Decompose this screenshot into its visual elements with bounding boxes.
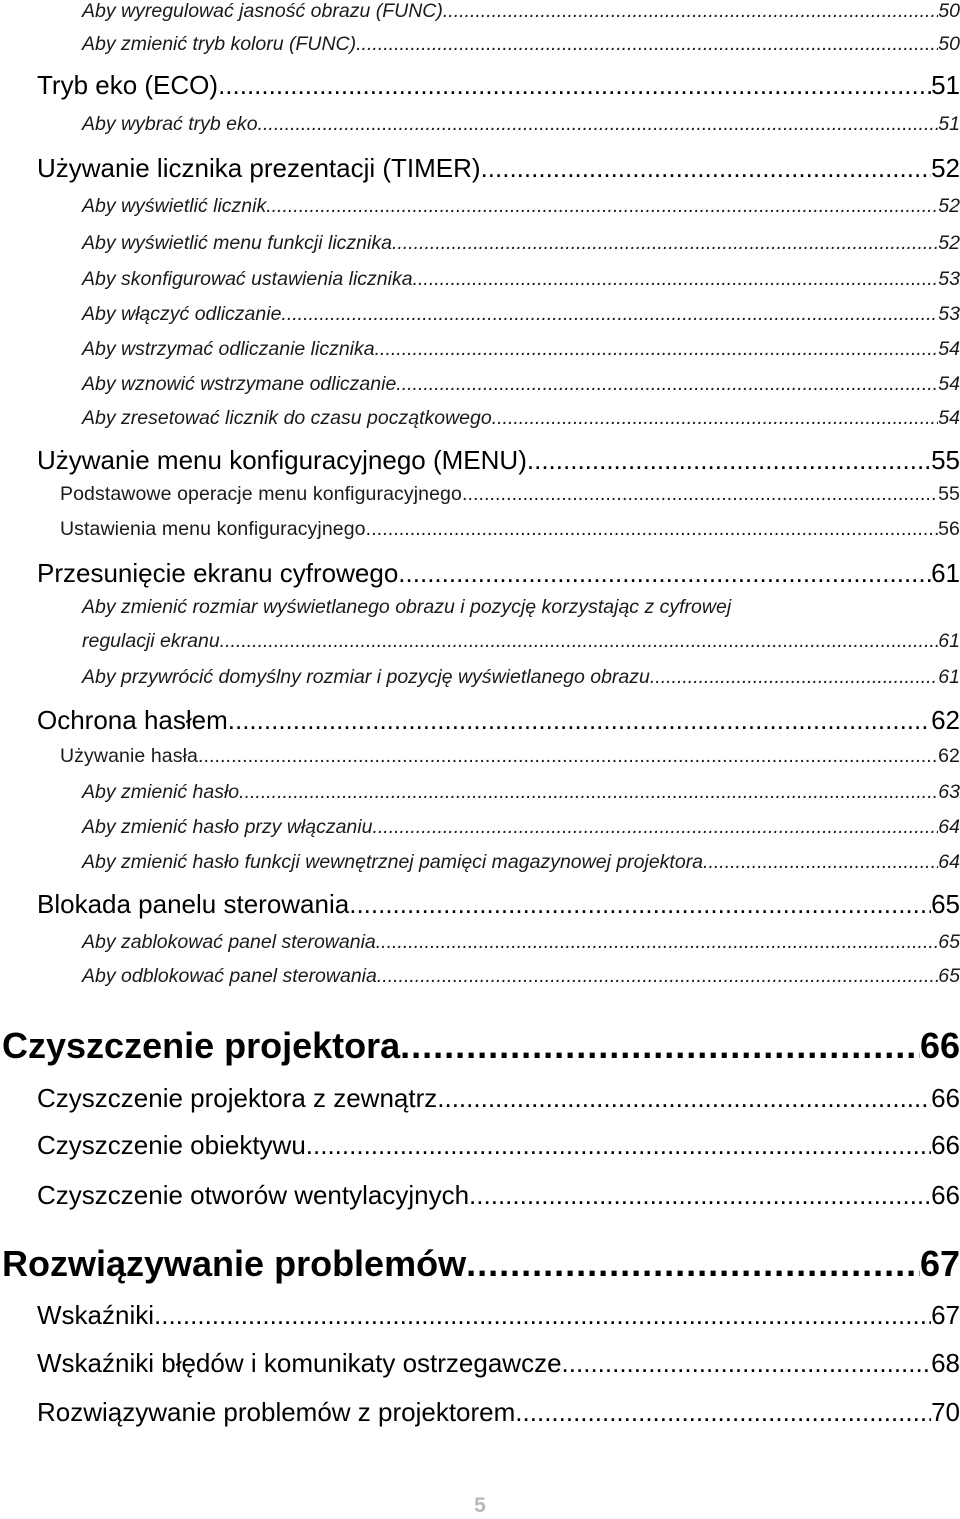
toc-entry[interactable] [82, 965, 960, 988]
toc-entry-page: 67 [919, 1243, 960, 1284]
toc-entry[interactable] [82, 0, 960, 23]
toc-entry-title: Aby zmienić rozmiar wyświetlanego obrazu i pozycję korzystając z cyfrowej [82, 596, 732, 618]
toc-entry[interactable] [82, 303, 960, 326]
toc-entry-page: 66 [931, 1083, 960, 1113]
toc-entry-page: 55 [938, 483, 960, 505]
toc-entry[interactable] [37, 1300, 960, 1331]
dot-leader [154, 1300, 931, 1331]
toc-entry[interactable] [82, 33, 960, 56]
toc-entry[interactable] [37, 705, 960, 736]
toc-entry-title: Aby wyświetlić menu funkcji licznika [82, 232, 392, 254]
toc-entry-page: 66 [931, 1180, 960, 1210]
toc-entry-title: Rozwiązywanie problemów [2, 1243, 467, 1284]
toc-entry-page: 56 [938, 518, 960, 540]
toc-entry[interactable] [82, 931, 960, 954]
dot-leader [349, 889, 931, 920]
toc-entry[interactable] [2, 1243, 960, 1285]
toc-entry-page: 61 [938, 666, 960, 688]
toc-entry[interactable] [82, 630, 960, 653]
toc-entry[interactable] [37, 1083, 960, 1114]
dot-leader [492, 407, 939, 430]
toc-entry[interactable] [37, 445, 960, 476]
toc-entry-title: Aby zresetować licznik do czasu początkowego [82, 407, 492, 429]
toc-entry-page: 55 [931, 445, 960, 475]
toc-entry[interactable] [82, 666, 960, 689]
toc-entry[interactable] [37, 1180, 960, 1211]
dot-leader [218, 70, 931, 101]
toc-entry-page: 50 [938, 33, 960, 55]
toc-entry[interactable] [82, 113, 960, 136]
dot-leader [562, 1348, 932, 1379]
toc-entry-title: Aby wyregulować jasność obrazu (FUNC) [82, 0, 443, 22]
dot-leader [306, 1130, 931, 1161]
toc-entry-page: 54 [938, 373, 960, 395]
toc-entry-title: Aby skonfigurować ustawienia licznika [82, 268, 413, 290]
dot-leader [258, 113, 939, 136]
toc-entry-page: 64 [938, 851, 960, 873]
toc-entry[interactable] [2, 1025, 960, 1067]
dot-leader [443, 0, 938, 23]
toc-entry-page: 62 [931, 705, 960, 735]
toc-entry-page: 50 [938, 0, 960, 22]
dot-leader [375, 338, 939, 361]
dot-leader [392, 232, 938, 255]
toc-entry[interactable] [37, 153, 960, 184]
toc-entry-title: Czyszczenie otworów wentylacyjnych [37, 1180, 470, 1210]
toc-entry[interactable] [37, 70, 960, 101]
toc-entry[interactable] [37, 889, 960, 920]
dot-leader [239, 781, 938, 804]
toc-entry-title: Aby wyświetlić licznik [82, 195, 267, 217]
toc-entry-title: Rozwiązywanie problemów z projektorem [37, 1397, 516, 1427]
toc-entry-title: Podstawowe operacje menu konfiguracyjnego [60, 483, 462, 505]
toc-entry[interactable] [82, 232, 960, 255]
dot-leader [469, 1180, 931, 1211]
toc-entry-page: 53 [938, 303, 960, 325]
toc-entry-page: 68 [931, 1348, 960, 1378]
toc-entry-page: 53 [938, 268, 960, 290]
toc-entry-page: 61 [931, 558, 960, 588]
toc-entry[interactable] [82, 407, 960, 430]
toc-entry-title: Ochrona hasłem [37, 705, 228, 735]
toc-entry-title: Aby zmienić hasło [82, 781, 240, 803]
toc-entry-title: Aby zablokować panel sterowania [82, 931, 376, 953]
toc-entry-title: Czyszczenie projektora z zewnątrz [37, 1083, 438, 1113]
toc-entry[interactable] [82, 851, 960, 874]
dot-leader [376, 931, 939, 954]
dot-leader [372, 816, 938, 839]
dot-leader [281, 303, 938, 326]
toc-entry-title: Aby zmienić tryb koloru (FUNC) [82, 33, 357, 55]
toc-entry-title: Aby odblokować panel sterowania [82, 965, 377, 987]
toc-entry-page: 52 [931, 153, 960, 183]
toc-entry-title: Czyszczenie obiektywu [37, 1130, 306, 1160]
dot-leader [398, 558, 931, 589]
dot-leader [462, 483, 938, 506]
toc-entry-title: Przesunięcie ekranu cyfrowego [37, 558, 399, 588]
toc-entry-page: 66 [919, 1025, 960, 1066]
dot-leader [396, 373, 938, 396]
toc-entry-page: 54 [938, 407, 960, 429]
dot-leader [437, 1083, 931, 1114]
toc-entry-title: Ustawienia menu konfiguracyjnego [60, 518, 366, 540]
toc-entry[interactable] [82, 268, 960, 291]
dot-leader [650, 666, 938, 689]
toc-entry-title: Czyszczenie projektora [2, 1025, 401, 1066]
toc-entry-title: Aby wznowić wstrzymane odliczanie [82, 373, 397, 395]
toc-entry-title: Używanie hasła [60, 745, 198, 767]
toc-entry-title: Używanie menu konfiguracyjnego (MENU) [37, 445, 527, 475]
toc-entry[interactable] [82, 781, 960, 804]
dot-leader [266, 195, 938, 218]
toc-entry[interactable] [37, 1130, 960, 1161]
dot-leader [366, 518, 938, 541]
toc-entry[interactable] [82, 195, 960, 218]
toc-entry-page: 65 [938, 931, 960, 953]
dot-leader [413, 268, 939, 291]
dot-leader [198, 745, 938, 768]
dot-leader [400, 1025, 920, 1067]
toc-entry-title: Tryb eko (ECO) [37, 70, 219, 100]
toc-entry-page: 63 [938, 781, 960, 803]
toc-entry-page: 54 [938, 338, 960, 360]
toc-entry-title: Wskaźniki [37, 1300, 155, 1330]
toc-entry-title: Wskaźniki błędów i komunikaty ostrzegawcze [37, 1348, 562, 1378]
toc-entry[interactable] [60, 483, 960, 506]
toc-entry-title: Aby przywrócić domyślny rozmiar i pozycję wyświetlanego obrazu [82, 666, 650, 688]
dot-leader [228, 705, 931, 736]
toc-entry-page: 51 [931, 70, 960, 100]
toc-entry-page: 64 [938, 816, 960, 838]
toc-entry-page: 66 [931, 1130, 960, 1160]
toc-entry[interactable] [60, 518, 960, 541]
toc-entry-title-cont: regulacji ekranu [82, 630, 220, 652]
toc-entry-title: Aby wstrzymać odliczanie licznika [82, 338, 375, 360]
toc-entry[interactable] [82, 816, 960, 839]
toc-entry-page: 52 [938, 232, 960, 254]
toc-entry[interactable] [37, 1397, 960, 1428]
toc-entry-title: Używanie licznika prezentacji (TIMER) [37, 153, 481, 183]
dot-leader [377, 965, 938, 988]
dot-leader [703, 851, 938, 874]
dot-leader [356, 33, 938, 56]
toc-entry-title: Aby zmienić hasło przy włączaniu [82, 816, 373, 838]
toc-entry-title: Aby zmienić hasło funkcji wewnętrznej pamięci magazynowej projektora [82, 851, 704, 873]
dot-leader [527, 445, 931, 476]
toc-entry-page: 52 [938, 195, 960, 217]
toc-entry-title: Blokada panelu sterowania [37, 889, 350, 919]
toc-entry-title: Aby włączyć odliczanie [82, 303, 282, 325]
toc-entry[interactable] [60, 745, 960, 768]
dot-leader [515, 1397, 931, 1428]
dot-leader [481, 153, 932, 184]
toc-entry-page: 62 [938, 745, 960, 767]
page-number: 5 [474, 1494, 486, 1517]
toc-entry-page: 67 [931, 1300, 960, 1330]
toc-entry-page: 51 [938, 113, 960, 135]
toc-entry-title: Aby wybrać tryb eko [82, 113, 258, 135]
toc-entry-page: 65 [938, 965, 960, 987]
toc-entry[interactable] [37, 558, 960, 589]
toc-entry-page: 61 [938, 630, 960, 652]
toc-entry[interactable] [82, 338, 960, 361]
toc-entry[interactable] [82, 373, 960, 396]
dot-leader [220, 630, 939, 653]
toc-entry[interactable] [37, 1348, 960, 1379]
toc-entry-page: 70 [931, 1397, 960, 1427]
toc-entry-page: 65 [931, 889, 960, 919]
dot-leader [466, 1243, 920, 1285]
